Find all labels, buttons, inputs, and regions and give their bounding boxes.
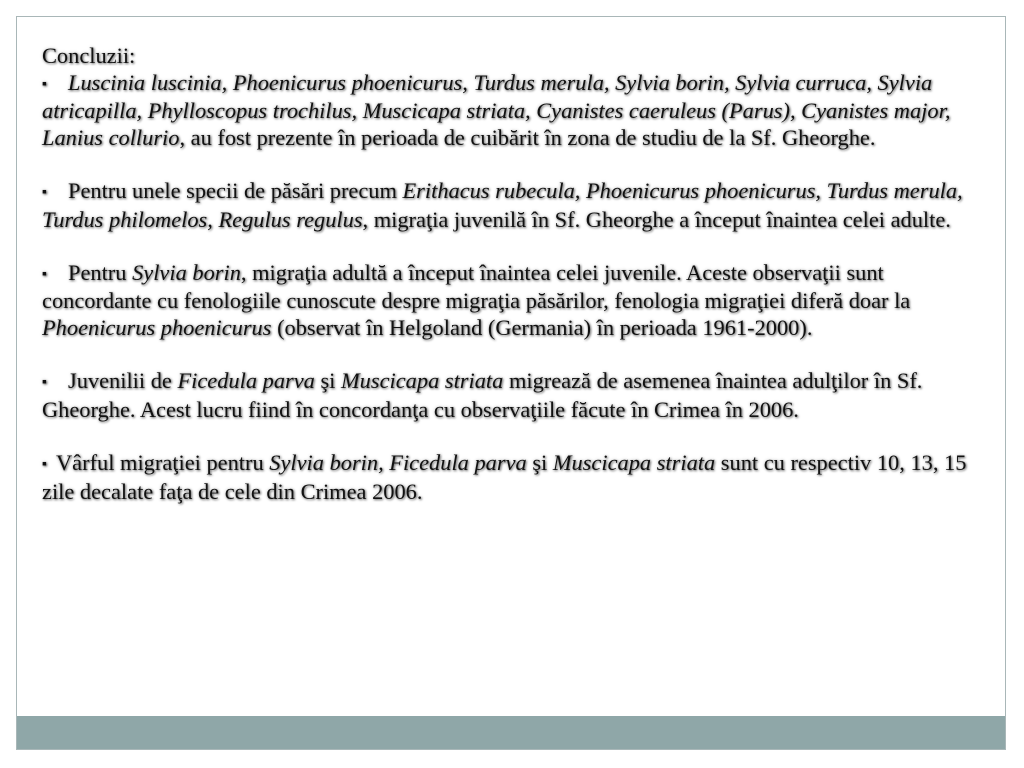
bottom-band: [17, 716, 1005, 749]
bullet-icon: ▪: [42, 456, 47, 472]
text: Pentru unele specii de păsări precum: [68, 177, 403, 203]
species-list: Luscinia luscinia, Phoenicurus phoenicurus, Turdus merula, Sylvia borin, Sylvia curruca, Sylvia atricapilla, Phylloscopus trochilus, Muscicapa striata, Cyanistes caeruleus (Parus), Cyanistes major, Lanius collurio: [42, 69, 951, 150]
species-name: Sylvia borin: [132, 259, 241, 285]
species-list: Sylvia borin, Ficedula parva: [269, 449, 527, 475]
text: sunt cu respectiv 10, 13, 15 zile decalate faţa de cele din Crimea 2006.: [42, 449, 967, 504]
text: , au fost prezente în perioada de cuibărit în zona de studiu de la Sf. Gheorghe.: [179, 124, 876, 150]
text: Vârful migraţiei pentru: [56, 449, 270, 475]
text: Juvenilii de: [68, 368, 178, 394]
bullet-icon: ▪: [42, 184, 47, 200]
paragraph-1: [42, 70, 987, 152]
bullet-icon: ▪: [42, 76, 47, 92]
text: , migraţia juvenilă în Sf. Gheorghe a început înaintea celei adulte.: [362, 206, 951, 232]
spacer: [42, 423, 987, 450]
text: (observat în Helgoland (Germania) în perioada 1961-2000).: [271, 314, 813, 340]
species-name: Phoenicurus phoenicurus: [42, 314, 272, 340]
heading: Concluzii:: [42, 43, 136, 68]
text: Pentru: [68, 259, 133, 285]
species-list: Erithacus rubecula, Phoenicurus phoenicurus, Turdus merula, Turdus philomelos, Regulus regulus: [42, 177, 963, 232]
slide-content: [42, 43, 987, 505]
spacer: [42, 233, 987, 260]
text: migrează de asemenea înaintea adulţilor în Sf. Gheorghe. Acest lucru fiind în concordanţa cu observaţiile făcute în Crimea în 2006.: [42, 368, 923, 422]
paragraph-2: [42, 178, 987, 233]
text: şi: [526, 449, 553, 475]
paragraph-4: [42, 368, 987, 423]
text: , migraţia adultă a început înaintea celei juvenile. Aceste observaţii sunt concordante cu fenologiile cunoscute despre migraţia păsărilor, fenologia migraţiei diferă doar la: [42, 259, 911, 314]
text: şi: [314, 368, 342, 394]
paragraph-3: [42, 260, 987, 342]
bullet-icon: ▪: [42, 375, 47, 391]
paragraph-5: [42, 450, 987, 505]
spacer: [42, 342, 987, 369]
species-name: Muscicapa striata: [341, 368, 504, 394]
spacer: [42, 151, 987, 178]
bullet-icon: ▪: [42, 266, 47, 282]
species-name: Ficedula parva: [177, 368, 315, 394]
species-name: Muscicapa striata: [552, 449, 716, 475]
